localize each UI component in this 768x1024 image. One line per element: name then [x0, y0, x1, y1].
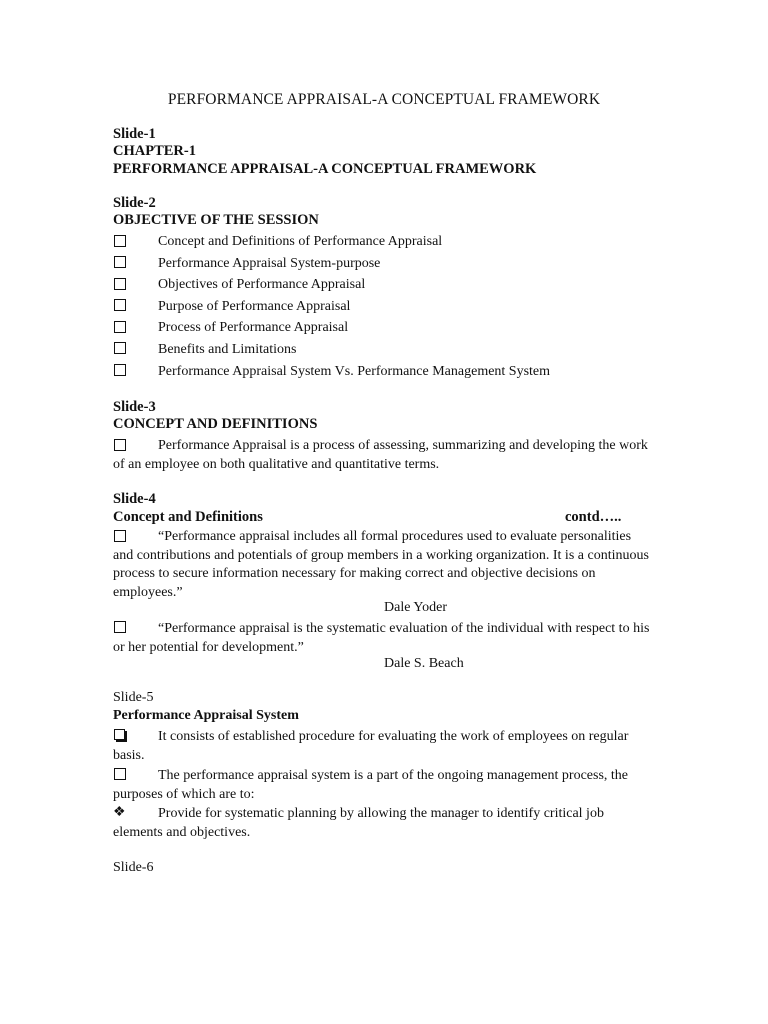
slide-2-heading: OBJECTIVE OF THE SESSION [113, 212, 319, 228]
checkbox-bullet-icon [114, 321, 126, 333]
checkbox-bullet-icon [114, 235, 126, 247]
slide-5-point-3: Provide for systematic planning by allowing the manager to identify critical job elements and objectives. [113, 806, 604, 840]
objective-item: Process of Performance Appraisal [158, 320, 349, 335]
slide-4-label: Slide-4 [113, 491, 156, 507]
slide-5-label: Slide-5 [113, 690, 154, 705]
slide-3-paragraph [113, 437, 653, 474]
objective-item: Performance Appraisal System-purpose [158, 256, 381, 271]
slide-5-point-2: The performance appraisal system is a part of the ongoing management process, the purposes of which are to: [113, 768, 629, 802]
checkbox-bullet-icon [114, 278, 126, 290]
checkbox-bullet-icon [114, 342, 126, 354]
objective-item: Concept and Definitions of Performance Appraisal [158, 234, 443, 249]
slide-3-heading: CONCEPT AND DEFINITIONS [113, 416, 318, 432]
slide-5-point-3-paragraph [113, 805, 653, 842]
slide-4-quote-2-paragraph [113, 620, 653, 657]
slide-1-chapter: CHAPTER-1 [113, 143, 196, 159]
four-diamond-bullet-icon: ❖ [113, 805, 126, 820]
slide-4-quote-2: “Performance appraisal is the systematic evaluation of the individual with respect to his or her potential for development.” [113, 621, 650, 655]
checkbox-bullet-icon [114, 299, 126, 311]
slide-4-quote-1: “Performance appraisal includes all formal procedures used to evaluate personalities and contributions and potentials of group members in a working organization. It is a continuous process to secure information necessary for making correct and objective decisions on employees.” [113, 529, 649, 600]
checkbox-bullet-icon [114, 256, 126, 268]
slide-3-text: Performance Appraisal is a process of assessing, summarizing and developing the work of an employee on both qualitative and quantitative terms. [113, 438, 648, 472]
objective-item: Purpose of Performance Appraisal [158, 299, 351, 314]
objective-item: Performance Appraisal System Vs. Performance Management System [158, 364, 551, 379]
slide-6-label: Slide-6 [113, 860, 154, 875]
slide-4-heading: Concept and Definitions [113, 509, 263, 525]
slide-4-quote-1-paragraph [113, 528, 653, 602]
slide-1-label: Slide-1 [113, 126, 156, 142]
slide-4-contd: contd….. [565, 509, 622, 525]
objective-item: Objectives of Performance Appraisal [158, 277, 366, 292]
slide-5-point-2-paragraph [113, 767, 653, 804]
slide-5-point-1-paragraph [113, 728, 653, 765]
slide-5-heading: Performance Appraisal System [113, 708, 299, 723]
slide-4-author-1: Dale Yoder [384, 600, 447, 615]
slide-2-label: Slide-2 [113, 195, 156, 211]
slide-3-label: Slide-3 [113, 399, 156, 415]
slide-5-point-1: It consists of established procedure for evaluating the work of employees on regular basis. [113, 729, 629, 763]
slide-4-author-2: Dale S. Beach [384, 656, 464, 671]
document-title: PERFORMANCE APPRAISAL-A CONCEPTUAL FRAMEWORK [167, 91, 601, 108]
checkbox-bullet-icon [114, 364, 126, 376]
slide-1-heading: PERFORMANCE APPRAISAL-A CONCEPTUAL FRAMEWORK [113, 161, 537, 177]
objective-item: Benefits and Limitations [158, 342, 297, 357]
